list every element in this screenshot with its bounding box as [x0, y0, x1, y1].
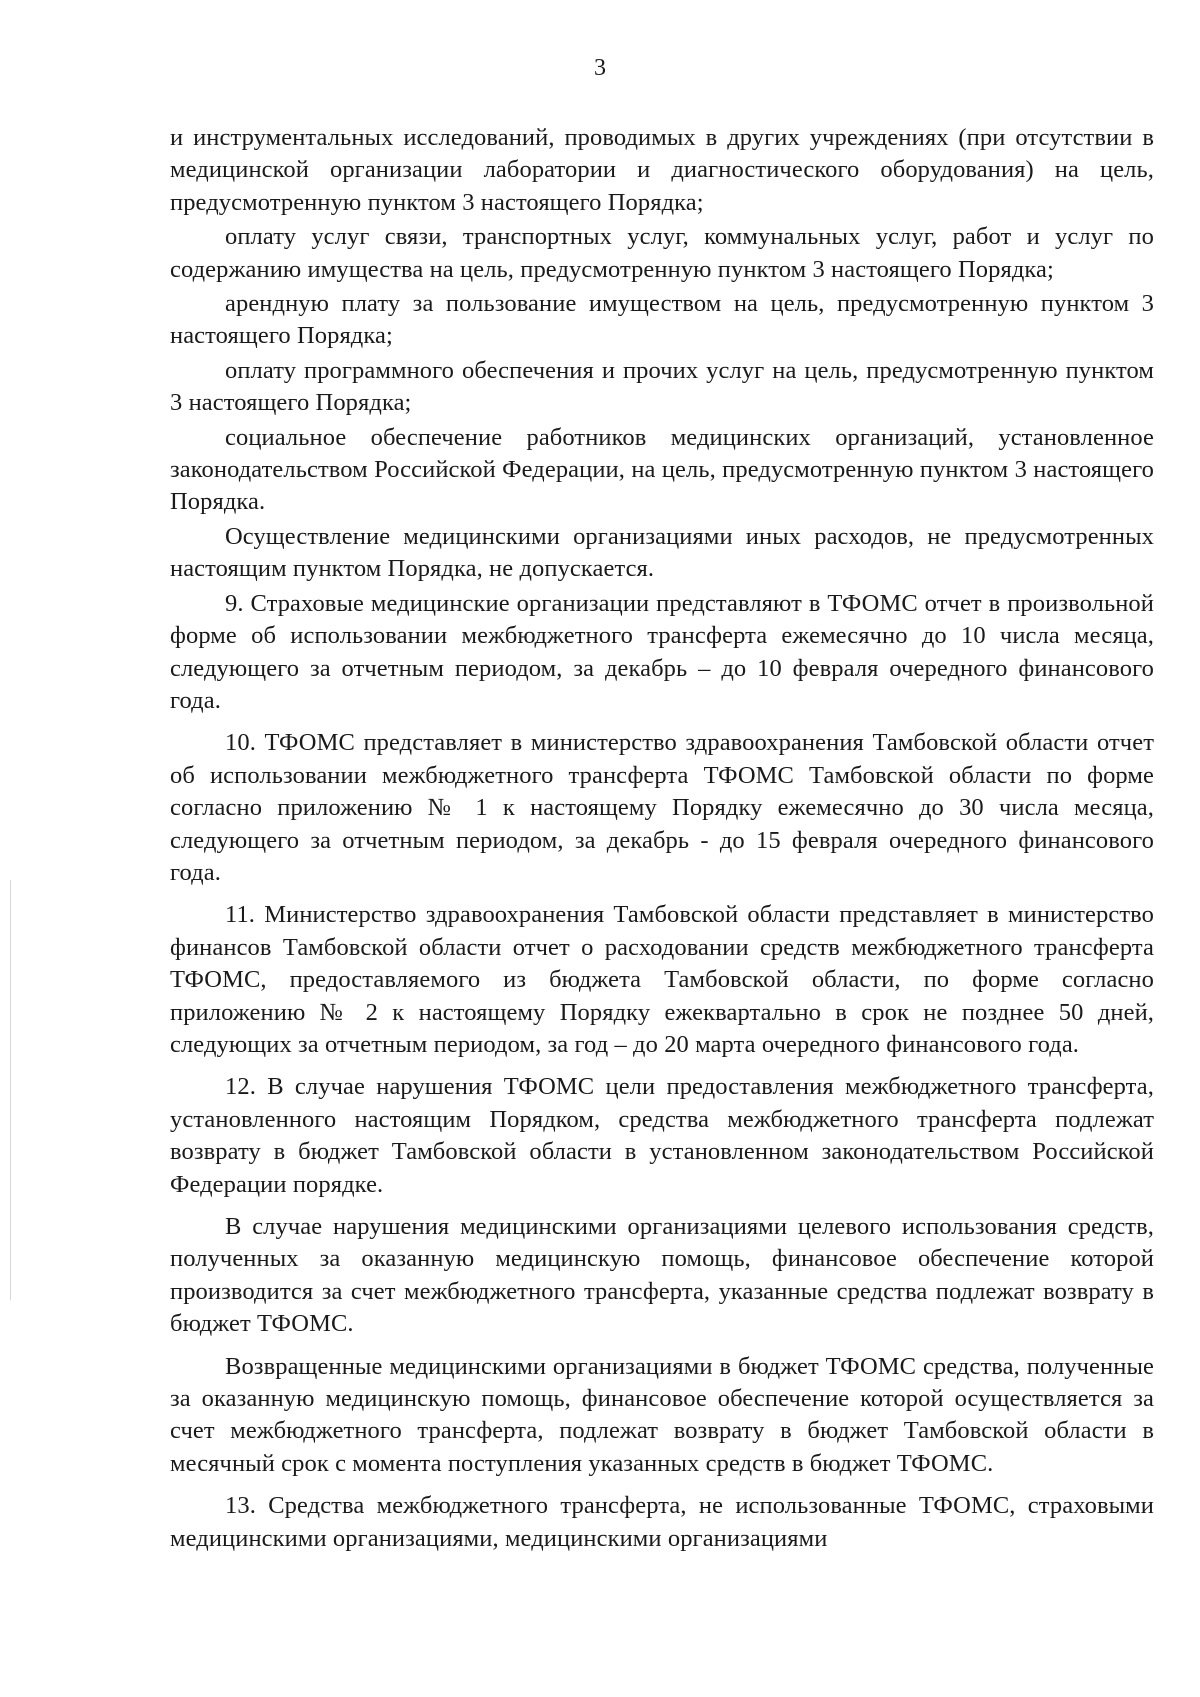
- paragraph-item-12: 12. В случае нарушения ТФОМС цели предоставления межбюджетного трансферта, установленного настоящим Порядком, средства межбюджетного трансферта подлежат возврату в бюджет Тамбовской области в установленном законодательством Российской Федерации порядке.: [170, 1073, 1154, 1198]
- paragraph-item-9: 9. Страховые медицинские организации представляют в ТФОМС отчет в произвольной форме об использовании межбюджетного трансферта ежемесячно до 10 числа месяца, следующего за отчетным периодом, за декабрь – до 10 февраля очередного финансового года.: [170, 589, 1154, 714]
- paragraph-communication-services: оплату услуг связи, транспортных услуг, коммунальных услуг, работ и услуг по содержанию имущества на цель, предусмотренную пунктом 3 настоящего Порядка;: [170, 223, 1154, 283]
- paragraph-item-11: 11. Министерство здравоохранения Тамбовской области представляет в министерство финансов Тамбовской области отчет о расходовании средств межбюджетного трансферта ТФОМС, предоставляемого из бюджета Тамбовской области, по форме согласно приложению № 2 к настоящему Порядку ежеквартально в срок не позднее 50 дней, следующих за отчетным периодом, за год – до 20 марта очередного финансового года.: [170, 901, 1154, 1058]
- paragraph-continuation: и инструментальных исследований, проводимых в других учреждениях (при отсутствии в медицинской организации лаборатории и диагностического оборудования) на цель, предусмотренную пунктом 3 настоящего Порядка;: [170, 124, 1154, 216]
- paragraph-item-10: 10. ТФОМС представляет в министерство здравоохранения Тамбовской области отчет об использовании межбюджетного трансферта ТФОМС Тамбовской области по форме согласно приложению № 1 к настоящему Порядку ежемесячно до 30 числа месяца, следующего за отчетным периодом, за декабрь - до 15 февраля очередного финансового года.: [170, 729, 1154, 886]
- paragraph-software: оплату программного обеспечения и прочих услуг на цель, предусмотренную пунктом 3 настоящего Порядка;: [170, 356, 1154, 417]
- paragraph-returned-funds: Возвращенные медицинскими организациями в бюджет ТФОМС средства, полученные за оказанную медицинскую помощь, финансовое обеспечение которой осуществляется за счет межбюджетного трансферта, подлежат возврату в бюджет Тамбовской области в месячный срок с момента поступления указанных средств в бюджет ТФОМС.: [170, 1352, 1154, 1477]
- scan-edge-line: [10, 880, 11, 1300]
- paragraph-social-support: социальное обеспечение работников медицинских организаций, установленное законодательством Российской Федерации, на цель, предусмотренную пунктом 3 настоящего Порядка.: [170, 423, 1154, 516]
- paragraph-misuse-return: В случае нарушения медицинскими организациями целевого использования средств, полученных за оказанную медицинскую помощь, финансовое обеспечение которой производится за счет межбюджетного трансферта, указанные средства подлежат возврату в бюджет ТФОМС.: [170, 1213, 1154, 1338]
- paragraph-other-expenses: Осуществление медицинскими организациями иных расходов, не предусмотренных настоящим пунктом Порядка, не допускается.: [170, 522, 1154, 583]
- page-number: 3: [594, 55, 606, 81]
- document-body: [170, 122, 1154, 1555]
- paragraph-rent: арендную плату за пользование имуществом на цель, предусмотренную пунктом 3 настоящего Порядка;: [170, 290, 1154, 350]
- paragraph-item-13: 13. Средства межбюджетного трансферта, не использованные ТФОМС, страховыми медицинскими организациями, медицинскими организациями: [170, 1492, 1154, 1552]
